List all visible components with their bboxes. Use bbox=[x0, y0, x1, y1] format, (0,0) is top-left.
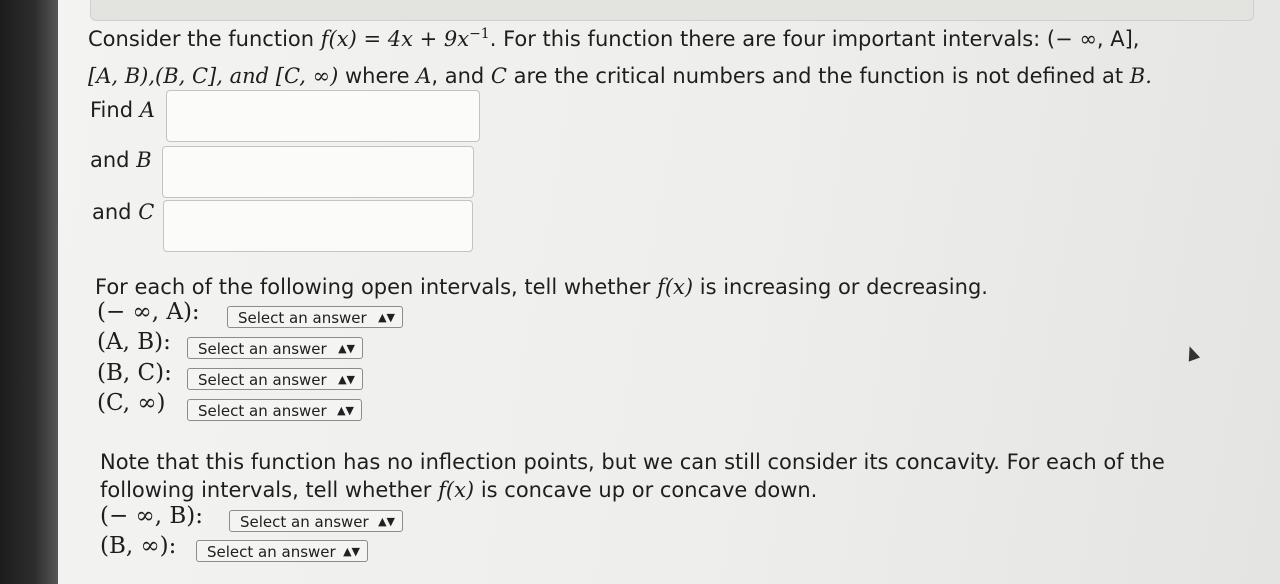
question-line-2 bbox=[88, 64, 1152, 88]
up-down-chevron-icon: ▲▼ bbox=[338, 373, 355, 386]
monitor-bezel bbox=[0, 0, 58, 584]
increasing-select-3[interactable]: Select an answer ▲▼ bbox=[187, 368, 363, 390]
increasing-select-4[interactable]: Select an answer ▲▼ bbox=[187, 399, 362, 421]
interval-label: (A, B): bbox=[97, 329, 171, 355]
question-interval-list: [A, B),(B, C], and [C, ∞) bbox=[88, 64, 339, 88]
function-exponent: −1 bbox=[469, 26, 490, 42]
interval-label: (B, ∞): bbox=[100, 533, 177, 559]
interval-label: (C, ∞) bbox=[97, 390, 166, 416]
question-text: Consider the function bbox=[88, 27, 321, 51]
increasing-select-1[interactable]: Select an answer ▲▼ bbox=[227, 306, 403, 328]
up-down-chevron-icon: ▲▼ bbox=[378, 311, 395, 324]
concavity-select-1[interactable]: Select an answer ▲▼ bbox=[229, 510, 403, 532]
a-input[interactable] bbox=[166, 90, 480, 142]
question-line-1 bbox=[88, 26, 1139, 51]
up-down-chevron-icon: ▲▼ bbox=[337, 404, 354, 417]
question-text-critical: are the critical numbers and the function is not defined at bbox=[506, 64, 1130, 88]
concavity-select-2[interactable]: Select an answer ▲▼ bbox=[196, 540, 368, 562]
interval-label: (B, C): bbox=[97, 360, 172, 386]
and-c-label: and C bbox=[92, 200, 155, 224]
concavity-note-line-1: Note that this function has no inflection points, but we can still consider its concavity. For each of the bbox=[100, 450, 1165, 474]
up-down-chevron-icon: ▲▼ bbox=[338, 342, 355, 355]
up-down-chevron-icon: ▲▼ bbox=[343, 545, 360, 558]
b-input[interactable] bbox=[162, 146, 474, 198]
up-down-chevron-icon: ▲▼ bbox=[378, 515, 395, 528]
top-bar bbox=[90, 0, 1254, 21]
increasing-select-2[interactable]: Select an answer ▲▼ bbox=[187, 337, 363, 359]
var-a: A bbox=[416, 64, 432, 88]
question-intervals: . For this function there are four important intervals: (− ∞, A], bbox=[489, 27, 1140, 51]
interval-label: (− ∞, A): bbox=[97, 299, 200, 325]
c-input[interactable] bbox=[163, 200, 473, 252]
and-b-label: and B bbox=[90, 148, 152, 172]
function-expression: f(x) = 4x + 9x bbox=[320, 27, 470, 51]
monotonic-instruction: For each of the following open intervals, tell whether f(x) is increasing or decreasing. bbox=[95, 275, 988, 299]
concavity-note-line-2: following intervals, tell whether f(x) is concave up or concave down. bbox=[100, 478, 818, 502]
question-text-and: , and bbox=[431, 64, 491, 88]
interval-label: (− ∞, B): bbox=[100, 503, 203, 529]
var-b: B. bbox=[1129, 64, 1152, 88]
find-a-label: Find A bbox=[90, 98, 155, 122]
var-c: C bbox=[490, 64, 507, 88]
question-text-where: where bbox=[338, 64, 417, 88]
